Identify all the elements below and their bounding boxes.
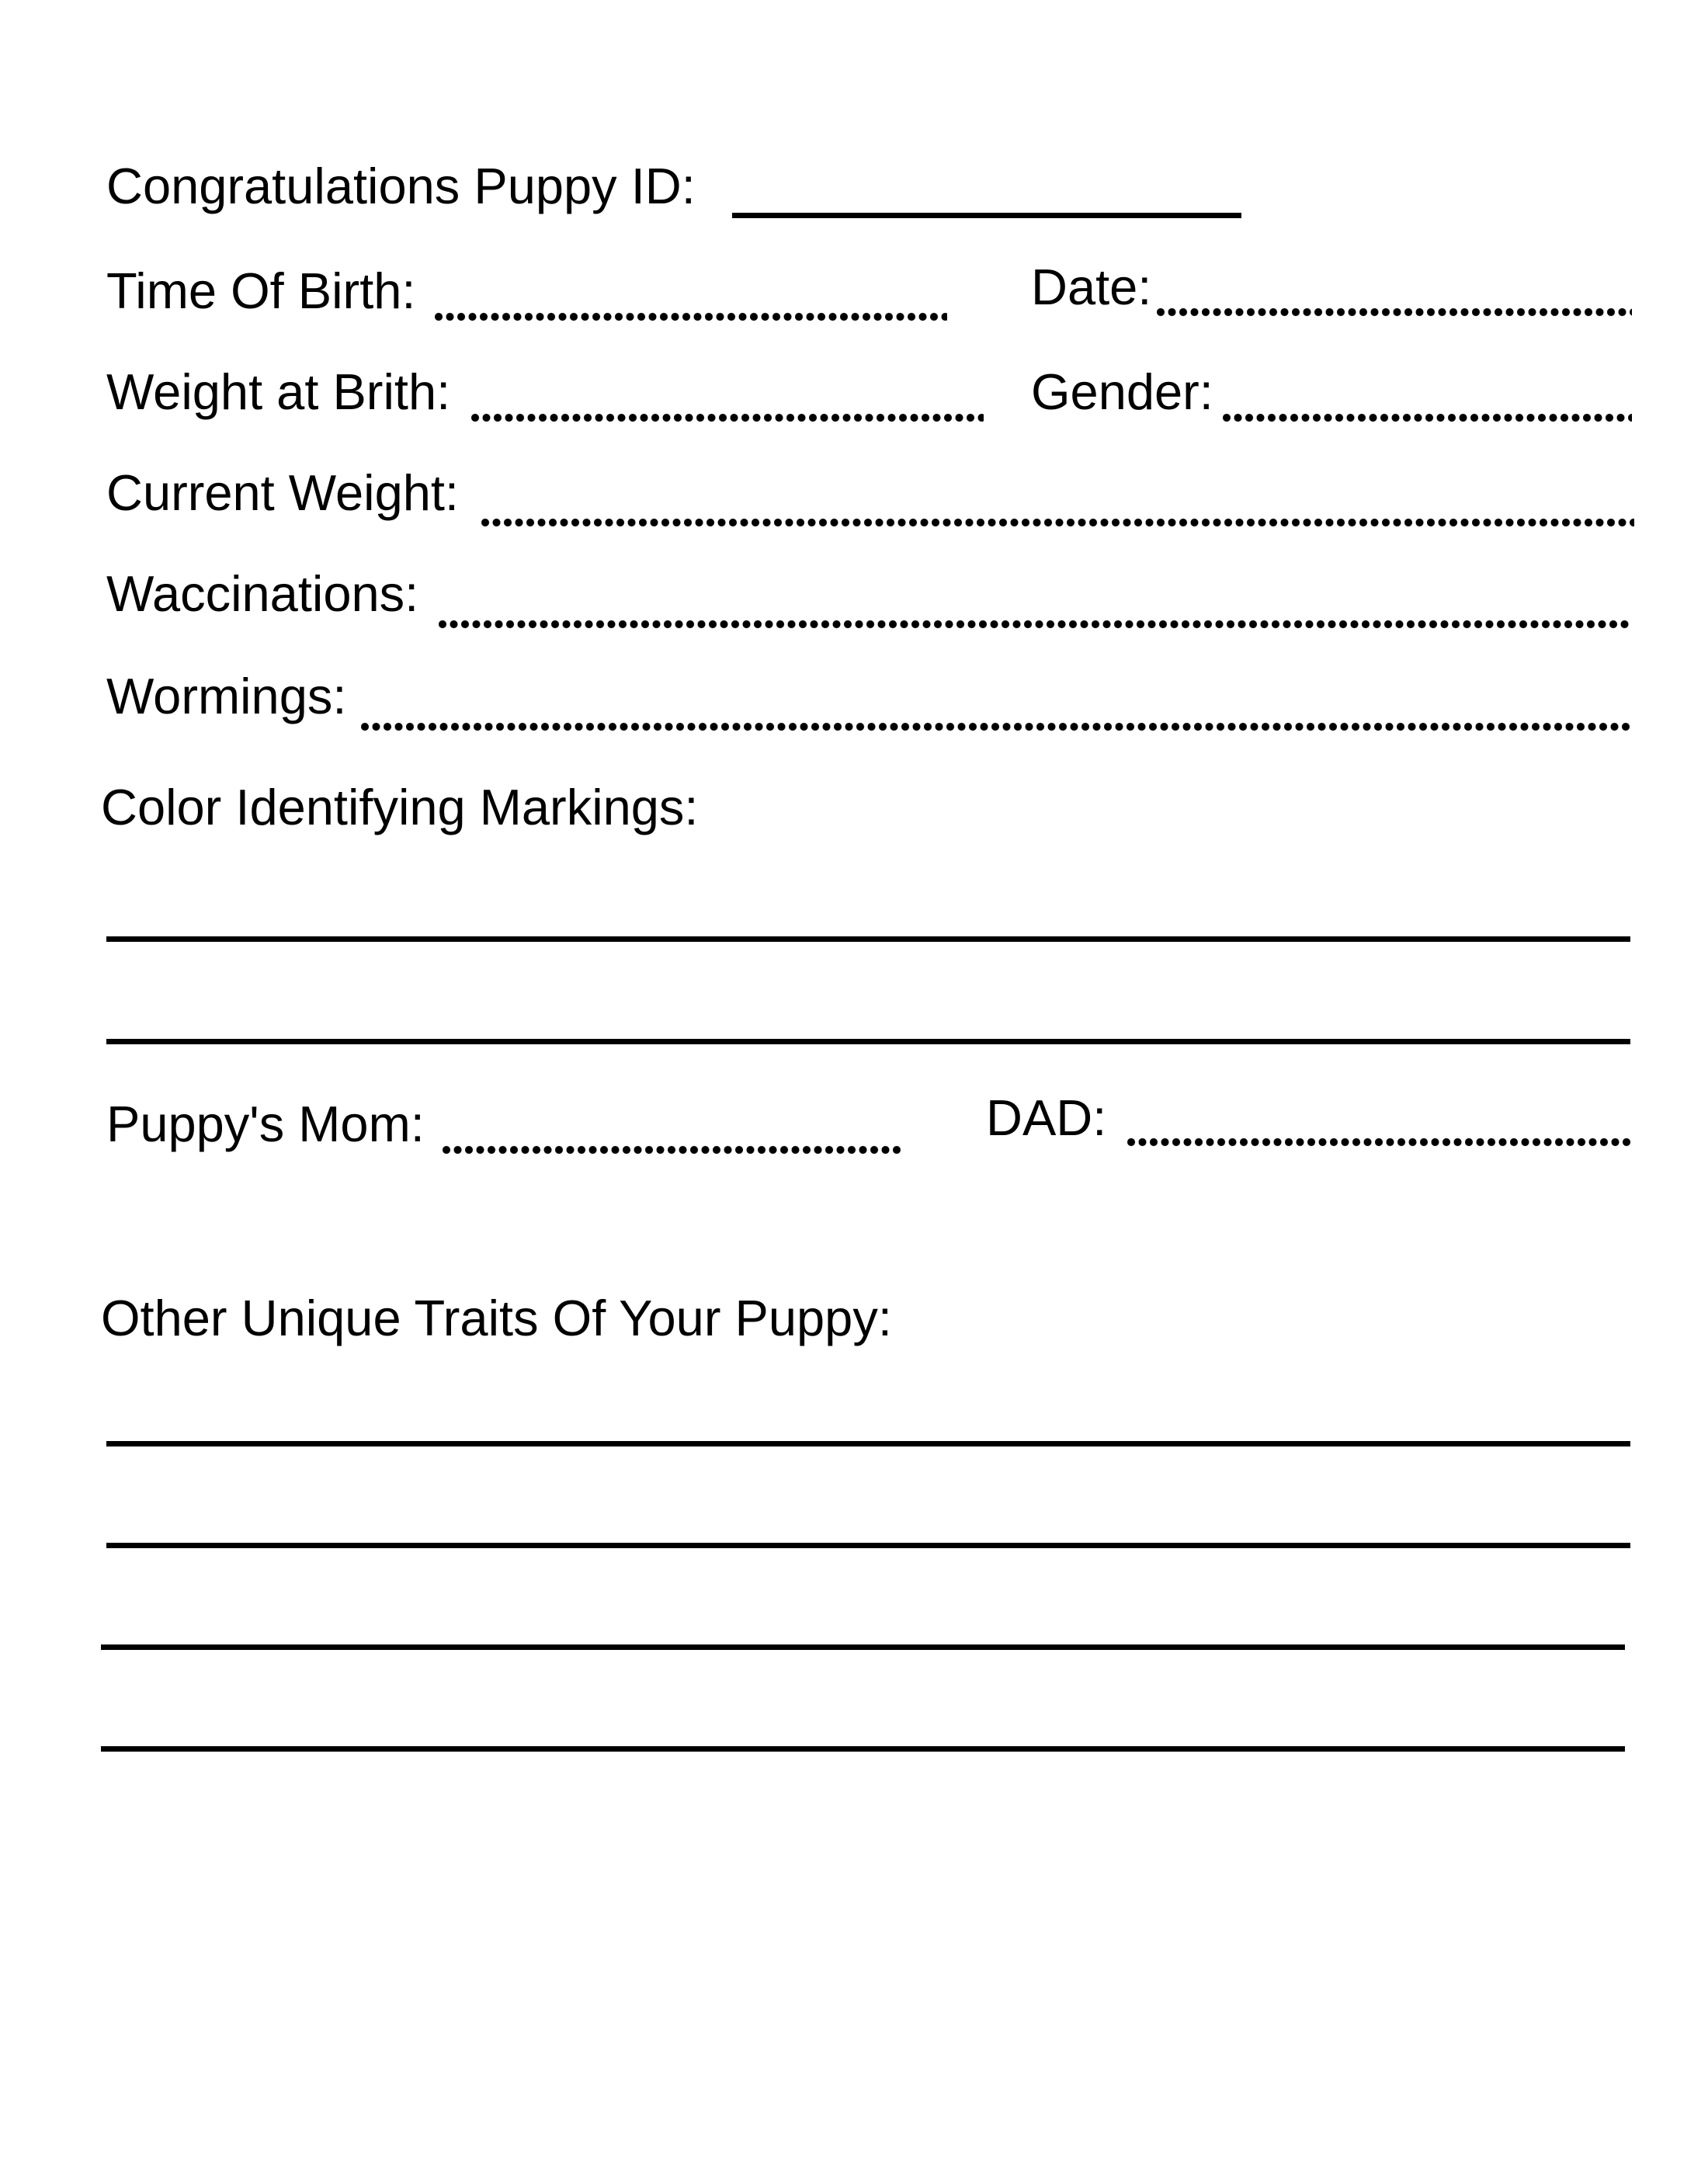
vaccinations-label: Waccinations: [106, 565, 419, 622]
time-of-birth-field[interactable] [435, 312, 947, 321]
dad-field[interactable] [1127, 1137, 1632, 1147]
puppys-mom-field[interactable] [443, 1145, 901, 1155]
gender-label: Gender: [1031, 363, 1213, 420]
other-traits-line-3[interactable] [101, 1644, 1625, 1650]
weight-at-birth-field[interactable] [471, 413, 984, 422]
color-markings-label: Color Identifying Markings: [101, 779, 699, 835]
gender-field[interactable] [1223, 413, 1632, 422]
date-label: Date: [1031, 259, 1152, 315]
wormings-field[interactable] [361, 722, 1632, 731]
color-markings-line-2[interactable] [106, 1039, 1630, 1044]
time-of-birth-label: Time Of Birth: [106, 262, 416, 319]
dad-label: DAD: [986, 1089, 1107, 1146]
puppys-mom-label: Puppy's Mom: [106, 1096, 425, 1152]
current-weight-field[interactable] [481, 518, 1634, 527]
vaccinations-field[interactable] [439, 620, 1632, 629]
color-markings-line-1[interactable] [106, 936, 1630, 942]
other-traits-label: Other Unique Traits Of Your Puppy: [101, 1290, 892, 1346]
date-field[interactable] [1157, 307, 1632, 317]
other-traits-line-2[interactable] [106, 1543, 1630, 1548]
wormings-label: Wormings: [106, 668, 347, 724]
other-traits-line-1[interactable] [106, 1441, 1630, 1446]
weight-at-birth-label: Weight at Brith: [106, 363, 451, 420]
other-traits-line-4[interactable] [101, 1746, 1625, 1752]
current-weight-label: Current Weight: [106, 464, 459, 521]
puppy-id-field[interactable] [732, 213, 1241, 218]
puppy-id-label: Congratulations Puppy ID: [106, 158, 696, 214]
